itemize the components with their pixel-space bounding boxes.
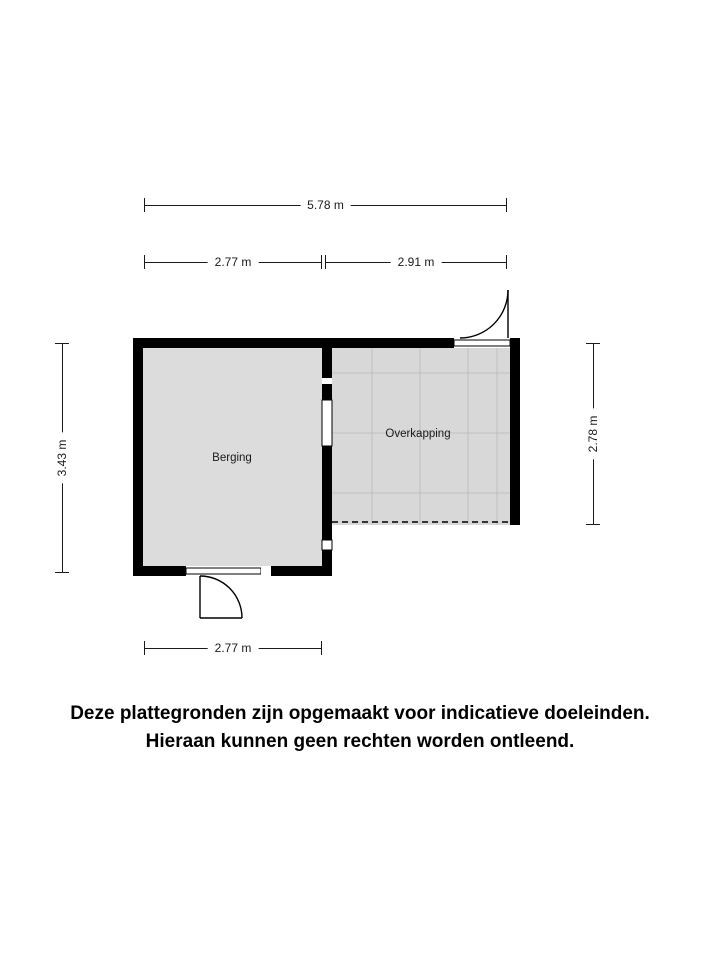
dimension-top-total-label: 5.78 m (300, 198, 351, 212)
dimension-right-total-label: 2.78 m (586, 409, 600, 460)
dimension-left-total-label: 3.43 m (55, 433, 69, 484)
room-label-berging: Berging (212, 452, 252, 464)
disclaimer-line-1: Deze plattegronden zijn opgemaakt voor indicatieve doeleinden. (70, 703, 650, 724)
door-swing-overkapping (460, 290, 508, 338)
disclaimer-text (0, 700, 720, 756)
dimension-bottom-label: 2.77 m (208, 641, 259, 655)
room-label-overkapping: Overkapping (385, 428, 451, 440)
dimension-top-right-label: 2.91 m (391, 255, 442, 269)
door-swing-berging (200, 576, 242, 618)
dimension-top-left-label: 2.77 m (208, 255, 259, 269)
disclaimer-line-2: Hieraan kunnen geen rechten worden ontleend. (145, 731, 575, 752)
